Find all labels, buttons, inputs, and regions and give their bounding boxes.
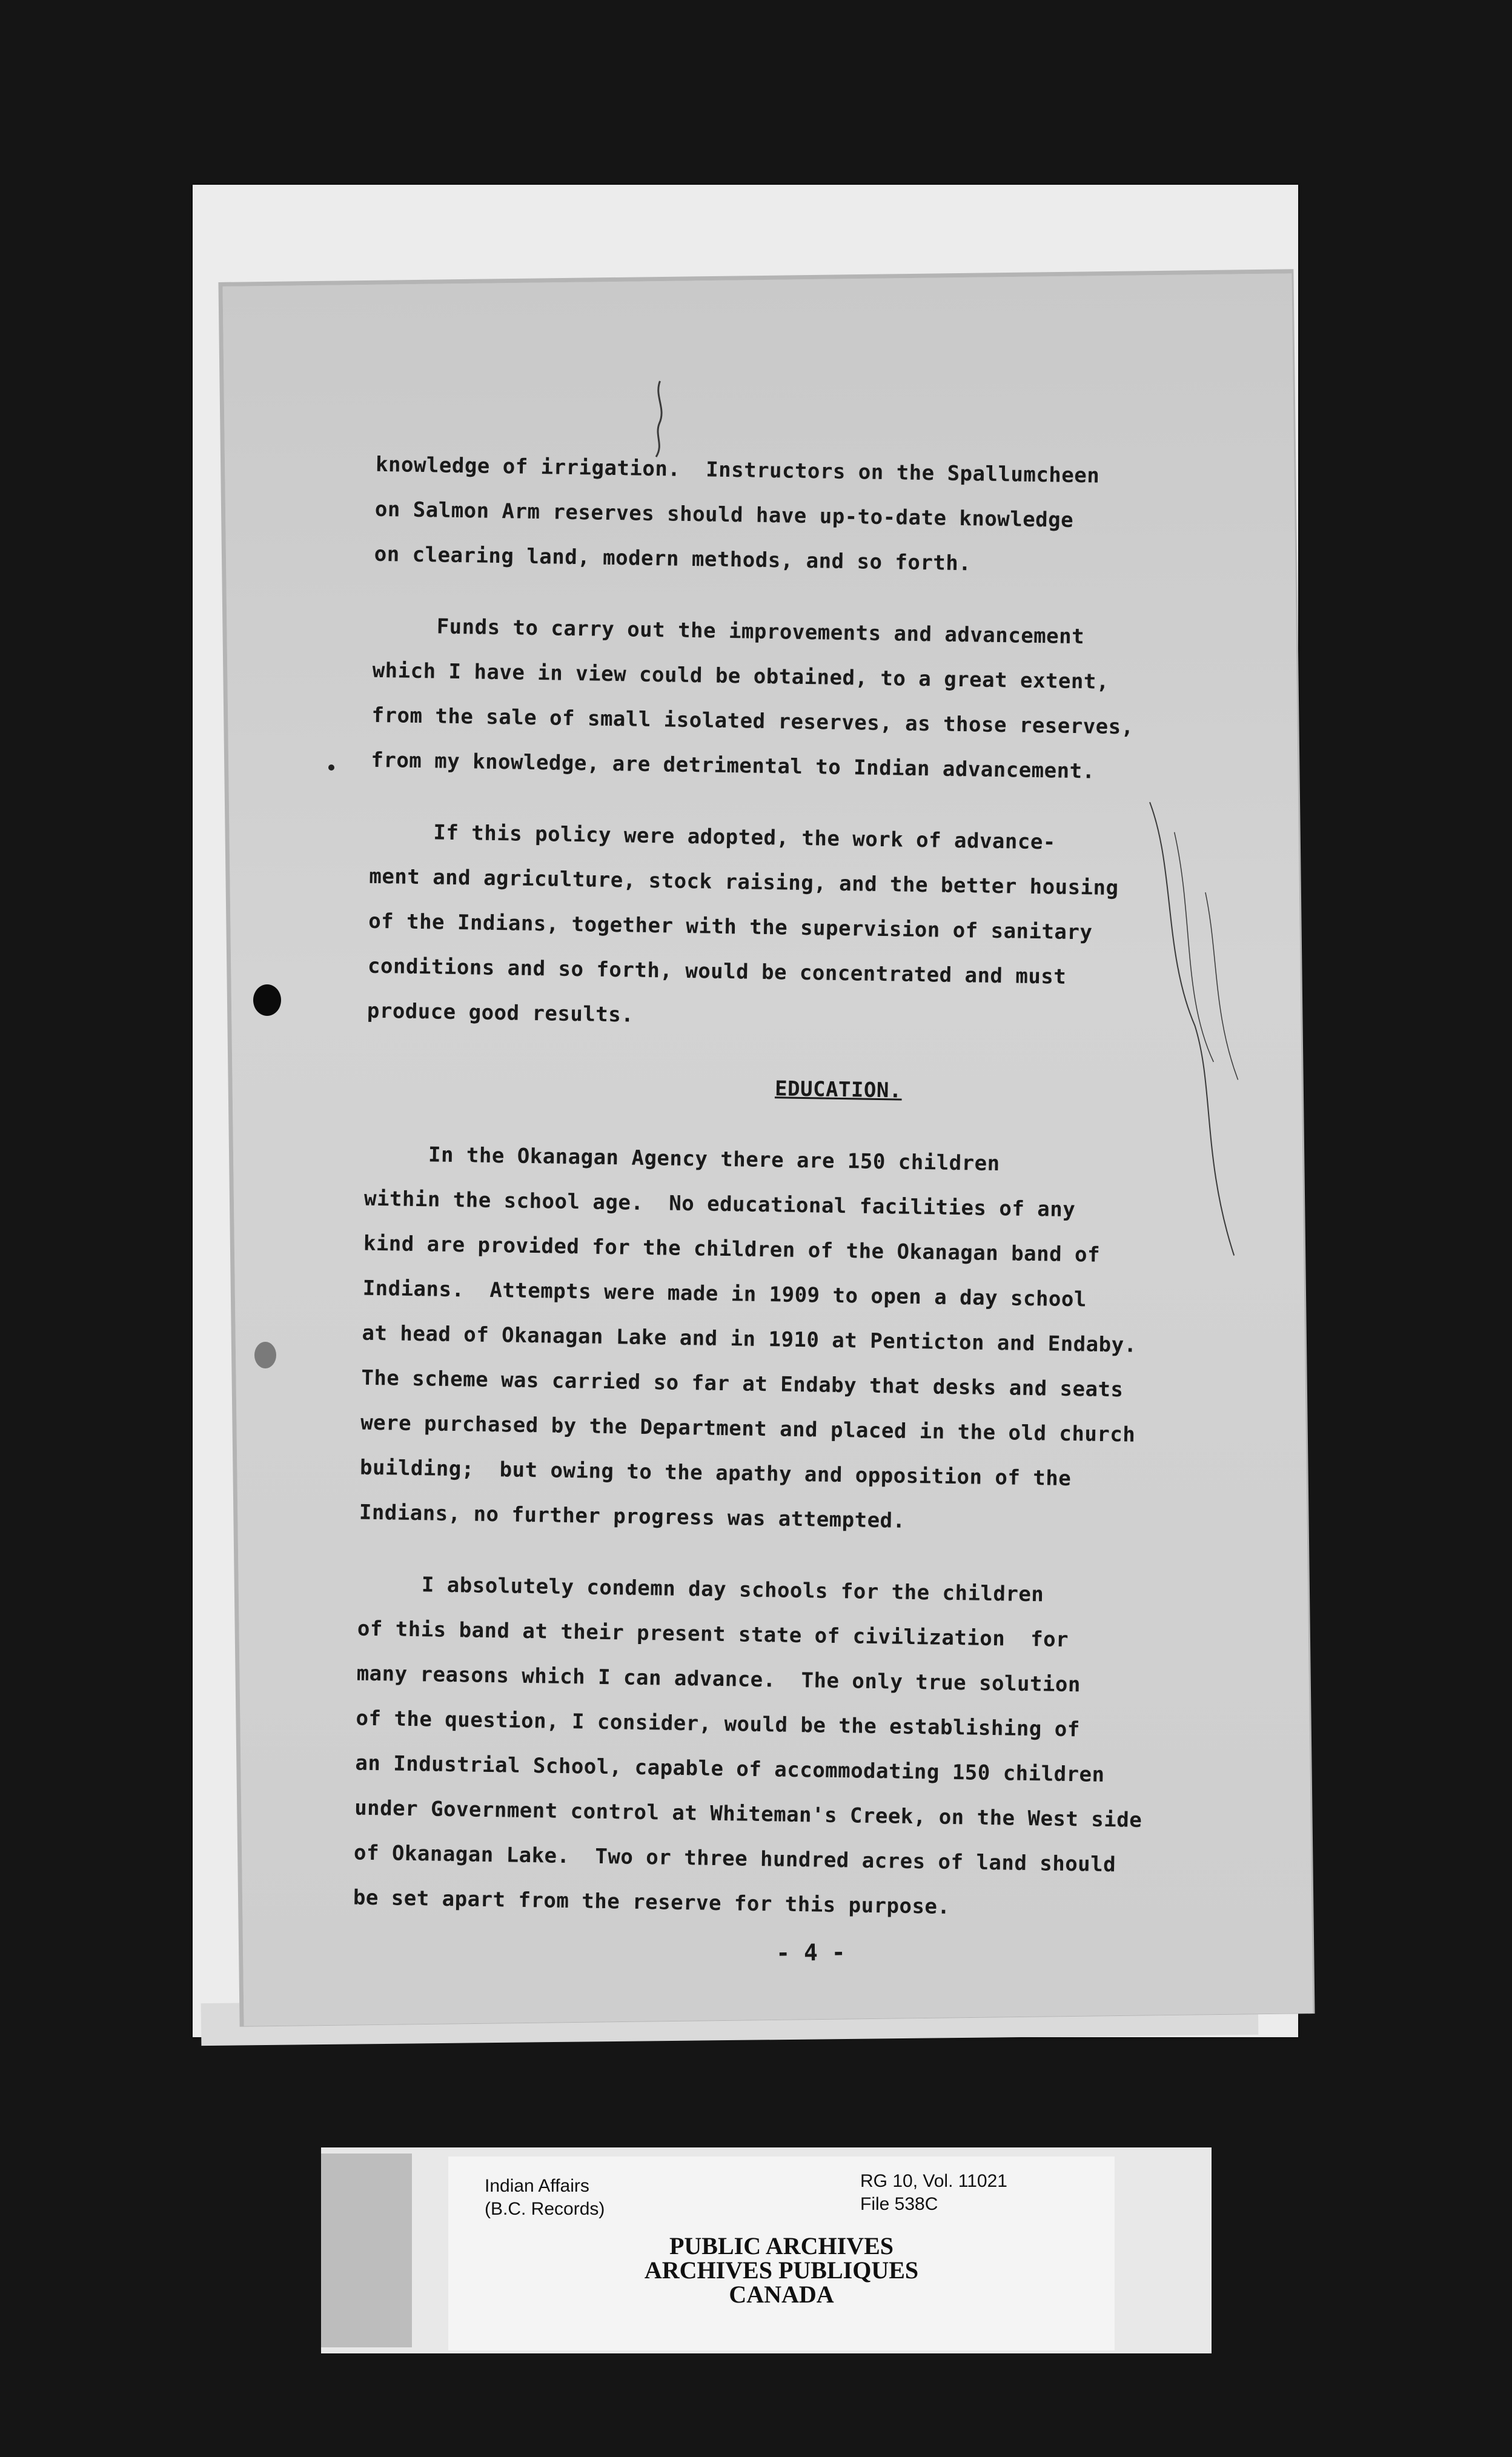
speck xyxy=(328,764,334,771)
text-line: of the question, I consider, would be the establishing of xyxy=(356,1706,1081,1742)
text-line: knowledge of irrigation. Instructors on the Spallumcheen xyxy=(375,452,1100,488)
text-line: of this band at their present state of civilization for xyxy=(357,1616,1069,1653)
label-title-line: ARCHIVES PUBLIQUES xyxy=(644,2256,919,2284)
text-line: In the Okanagan Agency there are 150 children xyxy=(364,1141,1000,1176)
label-text: Indian Affairs xyxy=(485,2176,589,2196)
text-line: were purchased by the Department and placed in the old church xyxy=(360,1410,1136,1447)
text-line: of the Indians, together with the supervision of sanitary xyxy=(368,909,1093,945)
label-title-line: CANADA xyxy=(729,2281,834,2308)
text-line: under Government control at Whiteman's Creek, on the West side xyxy=(354,1795,1142,1832)
label-title-line: PUBLIC ARCHIVES xyxy=(669,2232,894,2260)
handwritten-mark xyxy=(642,378,679,463)
text-line: kind are provided for the children of the Okanagan band of xyxy=(363,1231,1101,1267)
punch-hole xyxy=(254,1342,276,1368)
text-line: I absolutely condemn day schools for the children xyxy=(357,1571,1044,1607)
label-shadow xyxy=(321,2154,412,2347)
text-line: If this policy were adopted, the work of advance- xyxy=(370,819,1056,855)
text-line: Indians, no further progress was attempted. xyxy=(359,1500,906,1533)
text-line: an Industrial School, capable of accommodating 150 children xyxy=(355,1751,1105,1787)
text-line: within the school age. No educational facilities of any xyxy=(363,1186,1076,1222)
paragraph-education xyxy=(359,1132,1225,1548)
document-page xyxy=(223,273,1313,2026)
label-text: RG 10, Vol. 11021 xyxy=(860,2171,1007,2191)
typed-text xyxy=(353,442,1236,1934)
text-line: at head of Okanagan Lake and in 1910 at Penticton and Endaby. xyxy=(362,1321,1137,1358)
text-line: from my knowledge, are detrimental to Indian advancement. xyxy=(371,748,1095,784)
text-line: The scheme was carried so far at Endaby that desks and seats xyxy=(361,1365,1124,1402)
label-collection xyxy=(485,2175,605,2221)
text-line: produce good results. xyxy=(366,998,634,1027)
label-archives-title xyxy=(448,2234,1115,2307)
text-line: which I have in view could be obtained, to a great extent, xyxy=(372,658,1110,694)
label-text: (B.C. Records) xyxy=(485,2199,605,2219)
paragraph-funds xyxy=(371,603,1233,796)
text-line: be set apart from the reserve for this purpose. xyxy=(353,1885,950,1919)
label-reference xyxy=(860,2170,1007,2216)
scratch-marks xyxy=(1138,795,1265,1268)
paragraph-policy xyxy=(366,809,1230,1047)
section-heading: EDUCATION. xyxy=(774,1076,903,1103)
paragraph-industrial-school xyxy=(353,1562,1218,1934)
text-line: building; but owing to the apathy and opposition of the xyxy=(359,1455,1072,1491)
text-line: from the sale of small isolated reserves, as those reserves, xyxy=(371,703,1134,740)
page-number: - 4 - xyxy=(775,1938,846,1966)
label-text: File 538C xyxy=(860,2194,938,2214)
text-line: ment and agriculture, stock raising, and the better housing xyxy=(369,864,1119,901)
paragraph-irrigation xyxy=(374,442,1236,590)
text-line: of Okanagan Lake. Two or three hundred acres of land should xyxy=(353,1840,1116,1877)
archive-label xyxy=(448,2157,1115,2350)
text-line: on clearing land, modern methods, and so forth. xyxy=(374,542,972,576)
text-line: conditions and so forth, would be concentrated and must xyxy=(367,953,1067,989)
text-line: on Salmon Arm reserves should have up-to-date knowledge xyxy=(374,497,1074,532)
text-line: many reasons which I can advance. The only true solution xyxy=(356,1661,1081,1697)
punch-hole xyxy=(253,984,281,1016)
text-line: Funds to carry out the improvements and advancement xyxy=(373,613,1085,649)
text-line: Indians. Attempts were made in 1909 to open a day school xyxy=(362,1276,1087,1312)
